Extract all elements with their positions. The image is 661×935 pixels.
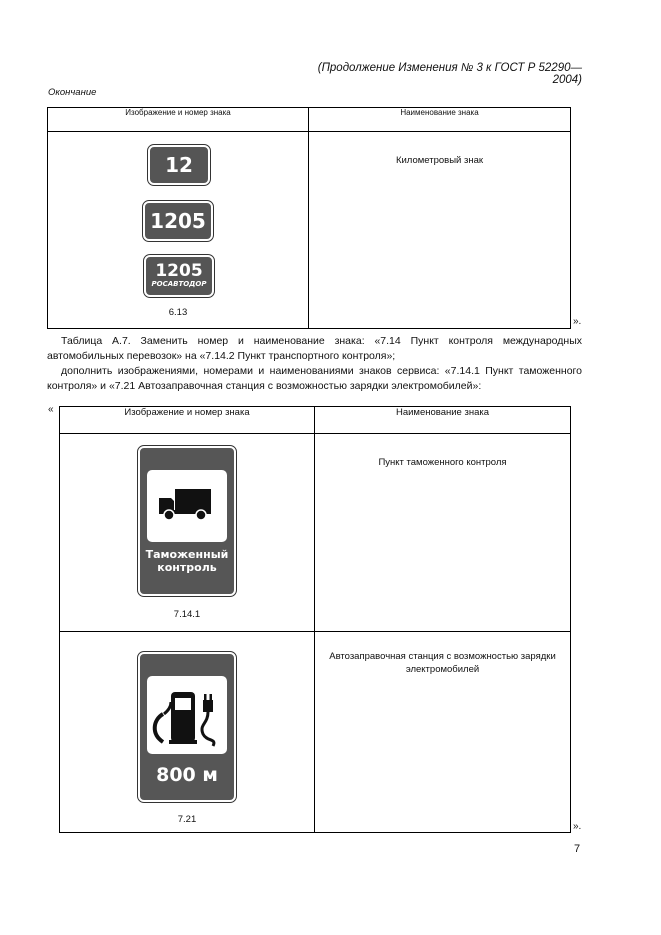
ev-charging-icon: [147, 676, 227, 754]
sign-name: Километровый знак: [395, 155, 484, 166]
sign-number-7-14-1: 7.14.1: [173, 609, 201, 620]
close-quote: ».: [573, 316, 582, 327]
km-sign-1205-brand: [144, 255, 214, 297]
table1-col2-header: Наименование знака: [309, 108, 571, 132]
sign-number: 6.13: [168, 307, 188, 318]
km-sign-1205-text: 1205: [150, 209, 206, 233]
sign-name-ev-station: Автозаправочная станция с возможностью зарядки электромобилей: [329, 651, 556, 675]
customs-sign-panel: [147, 470, 227, 542]
km-sign-1205: [143, 201, 213, 241]
ev-station-sign: [138, 652, 236, 802]
customs-sign-line1: Таможенный: [145, 548, 229, 561]
table2-row1-image-cell: [60, 434, 315, 632]
paragraph-1: Таблица А.7. Заменить номер и наименование знака: «7.14 Пункт контроля международных автомобильных перевозок» на «7.14.2 Пункт транспортного контроля»;: [47, 335, 582, 362]
table2-row2-image-cell: [60, 632, 315, 833]
table1-name-cell: [309, 132, 571, 329]
close-quote-2: ».: [573, 821, 582, 832]
table1-col1-header: Изображение и номер знака: [48, 108, 309, 132]
table2-row1-name-cell: [315, 434, 571, 632]
sign-name-customs: Пункт таможенного контроля: [378, 457, 507, 468]
table2-row2-name-cell: [315, 632, 571, 833]
paragraph-2: дополнить изображениями, номерами и наименованиями знаков сервиса: «7.14.1 Пункт таможенного контроля» и «7.21 Автозаправочная станция с возможностью зарядки электромобилей»:: [47, 365, 582, 392]
km-sign-12: [148, 145, 210, 185]
table1-image-cell: [48, 132, 309, 329]
section-label: Окончание: [48, 87, 97, 98]
page-number: 7: [574, 843, 581, 855]
signs-table-1: [47, 107, 571, 329]
table2-col1-header: Изображение и номер знака: [60, 407, 315, 434]
km-sign-12-text: 12: [165, 153, 193, 177]
document-header: (Продолжение Изменения № 3 к ГОСТ Р 52290—2004): [317, 62, 582, 86]
customs-sign-line2: контроль: [157, 561, 217, 574]
km-sign-brand-text: РОСАВТОДОР: [151, 280, 207, 288]
customs-sign-caption: [140, 548, 234, 574]
table2-col2-header: Наименование знака: [315, 407, 571, 434]
ev-sign-distance: 800 м: [156, 764, 218, 786]
signs-table-2: [59, 406, 571, 833]
ev-sign-panel: [147, 676, 227, 754]
customs-sign: [138, 446, 236, 596]
sign-number-7-21: 7.21: [177, 814, 197, 825]
truck-icon: [147, 470, 227, 542]
open-quote: «: [48, 404, 54, 415]
km-sign-brand-number: 1205: [155, 261, 203, 281]
